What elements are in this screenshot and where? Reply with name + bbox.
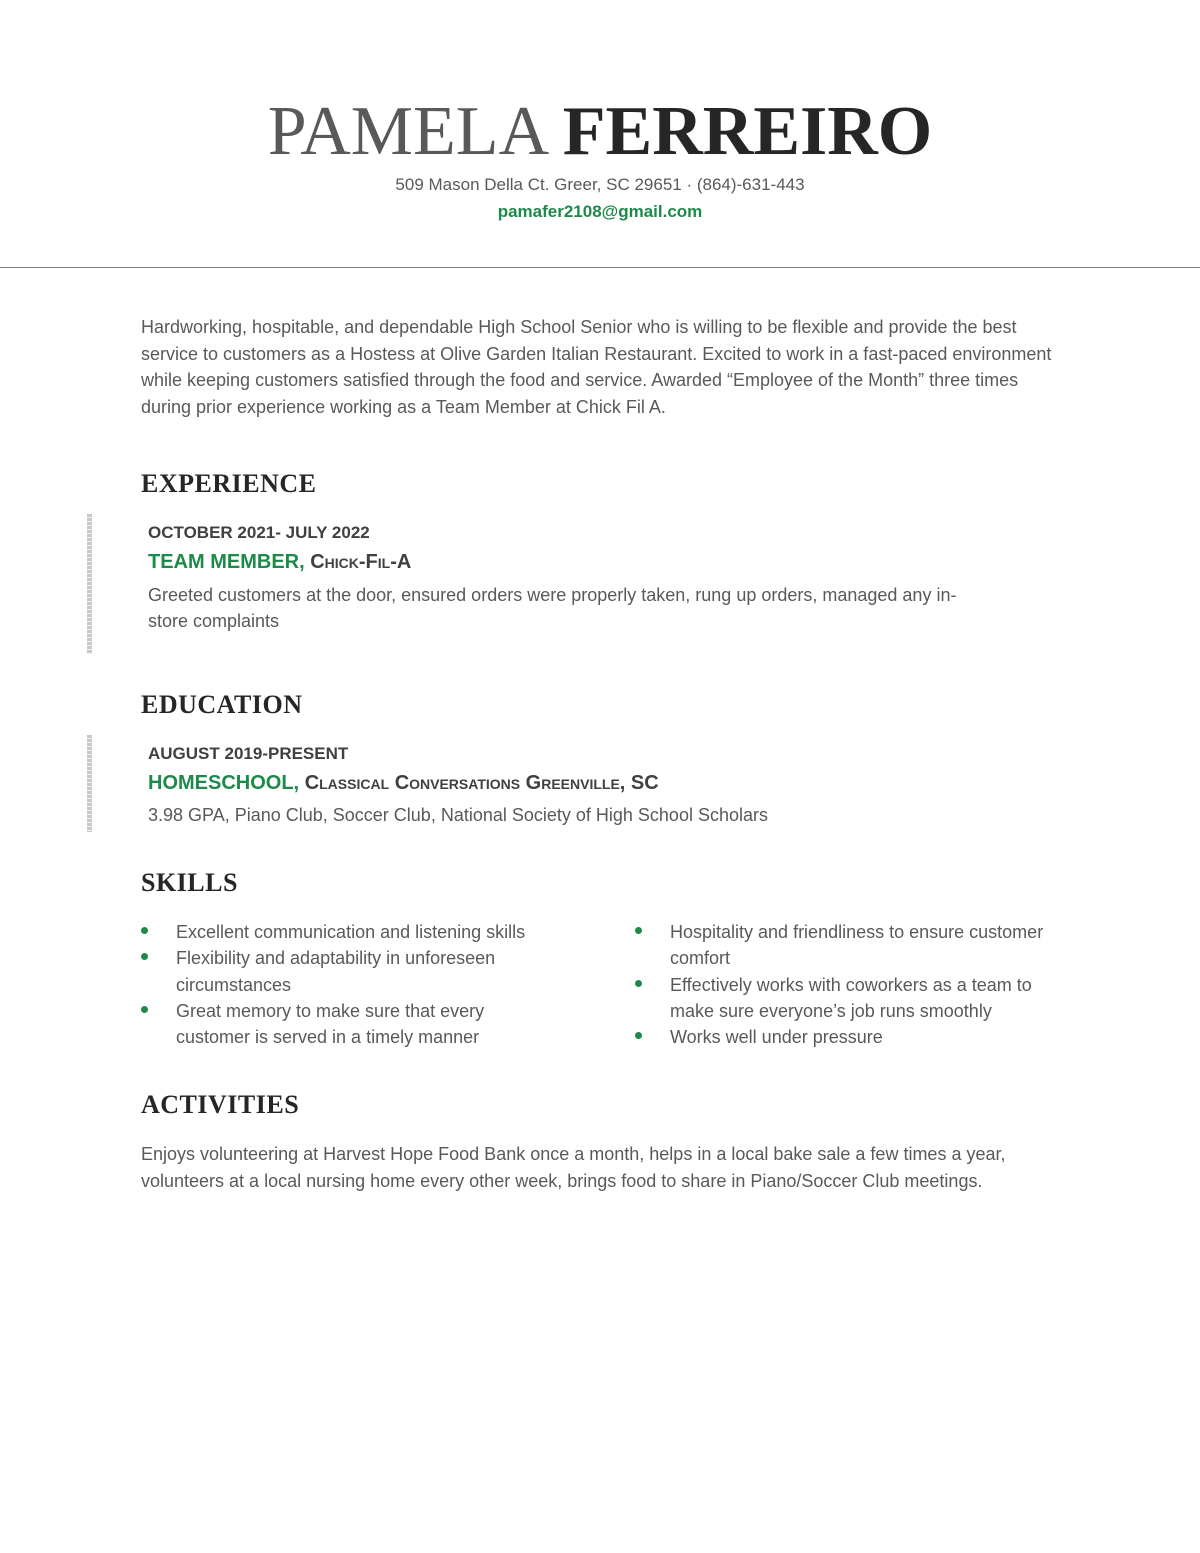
last-name: FERREIRO — [562, 93, 933, 170]
skills-list-right — [635, 919, 1055, 1050]
experience-org: Chick-Fil-A — [310, 551, 412, 573]
experience-description: Greeted customers at the door, ensured orders were properly taken, rung up orders, managed any in-store complaints — [148, 585, 957, 631]
bullet-icon — [635, 927, 642, 934]
skills-list-left — [141, 919, 541, 1050]
skill-item: Excellent communication and listening skills — [141, 919, 541, 945]
experience-role: TEAM MEMBER, — [148, 551, 305, 573]
skill-item: Effectively works with coworkers as a team to make sure everyone’s job runs smoothly — [635, 972, 1055, 1025]
experience-title — [148, 549, 411, 575]
education-description: 3.98 GPA, Piano Club, Soccer Club, National Society of High School Scholars — [148, 805, 768, 825]
activities-paragraph: Enjoys volunteering at Harvest Hope Food Bank once a month, helps in a local bake sale a few times a year, volunteers at a local nursing home every other week, brings food to share in Piano/Soccer Club meetings. — [141, 1144, 1006, 1191]
education-heading: EDUCATION — [141, 690, 303, 719]
bullet-icon — [141, 953, 148, 960]
skills-heading: SKILLS — [141, 868, 238, 897]
education-marker — [87, 735, 92, 832]
activities-heading: ACTIVITIES — [141, 1090, 300, 1119]
education-date: AUGUST 2019-PRESENT — [148, 744, 349, 763]
experience-heading: EXPERIENCE — [141, 469, 317, 498]
skill-item: Great memory to make sure that every customer is served in a timely manner — [141, 998, 541, 1051]
header-divider — [0, 267, 1200, 268]
bullet-icon — [141, 1006, 148, 1013]
bullet-icon — [141, 927, 148, 934]
education-role: HOMESCHOOL, — [148, 772, 300, 794]
experience-marker — [87, 514, 92, 654]
skill-item: Flexibility and adaptability in unforeseen circumstances — [141, 945, 541, 998]
contact-line: 509 Mason Della Ct. Greer, SC 29651 · (864)-631-443 — [395, 175, 805, 194]
experience-date: OCTOBER 2021- JULY 2022 — [148, 523, 370, 542]
email-link[interactable]: pamafer2108@gmail.com — [497, 202, 703, 221]
summary-paragraph: Hardworking, hospitable, and dependable High School Senior who is willing to be flexible and provide the best service to customers as a Hostess at Olive Garden Italian Restaurant. Excited to work in a fast-paced environment while keeping customers satisfied through the food and service. Awarded “Employee of the Month” three times during prior experience working as a Team Member at Chick Fil A. — [141, 317, 1052, 417]
skill-item: Hospitality and friendliness to ensure customer comfort — [635, 919, 1055, 972]
first-name: PAMELA — [267, 93, 546, 170]
bullet-icon — [635, 980, 642, 987]
candidate-name — [0, 92, 1200, 172]
bullet-icon — [635, 1032, 642, 1039]
skill-item: Works well under pressure — [635, 1024, 1055, 1050]
education-org: Classical Conversations Greenville, SC — [304, 772, 659, 794]
education-title — [148, 770, 659, 796]
